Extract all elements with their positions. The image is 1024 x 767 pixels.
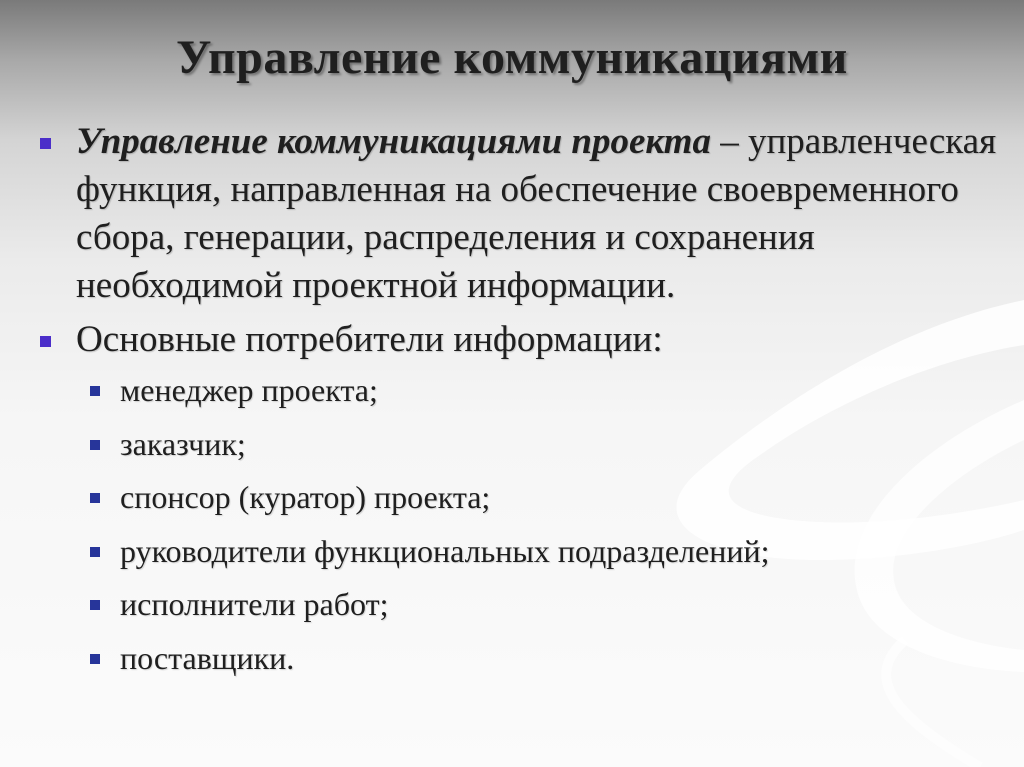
slide-title: Управление коммуникациями [176, 31, 848, 84]
list-item-text: спонсор (куратор) проекта; [120, 479, 491, 515]
list-item-text: менеджер проекта; [120, 372, 378, 408]
list-item [90, 531, 998, 571]
list-item [90, 370, 998, 410]
consumers-bullet [38, 316, 998, 364]
list-item-text: поставщики. [120, 639, 295, 676]
list-item [90, 477, 998, 517]
consumers-list [38, 370, 998, 678]
definition-text: – управленческая функция, направленная на обеспечение своевременного сбора, генерации, распределения и сохранения необходимой проектной информации. [76, 121, 997, 306]
slide-content [38, 118, 998, 691]
list-item [90, 638, 998, 678]
bullet-square-icon [90, 440, 100, 450]
bullet-square-icon [90, 600, 100, 610]
definition-term: Управление коммуникациями проекта [76, 121, 711, 162]
list-item-text: исполнители работ; [120, 586, 389, 622]
list-item [90, 424, 998, 464]
list-item [90, 584, 998, 624]
definition-bullet [38, 118, 998, 310]
list-item-text: заказчик; [120, 425, 246, 462]
bullet-square-icon [90, 493, 100, 503]
bullet-square-icon [90, 386, 100, 396]
bullet-square-icon [90, 547, 100, 557]
consumers-heading: Основные потребители информации: [76, 319, 663, 360]
bullet-square-icon [40, 138, 51, 149]
bullet-square-icon [40, 336, 51, 347]
bullet-square-icon [90, 654, 100, 664]
list-item-text: руководители функциональных подразделений; [120, 532, 770, 569]
